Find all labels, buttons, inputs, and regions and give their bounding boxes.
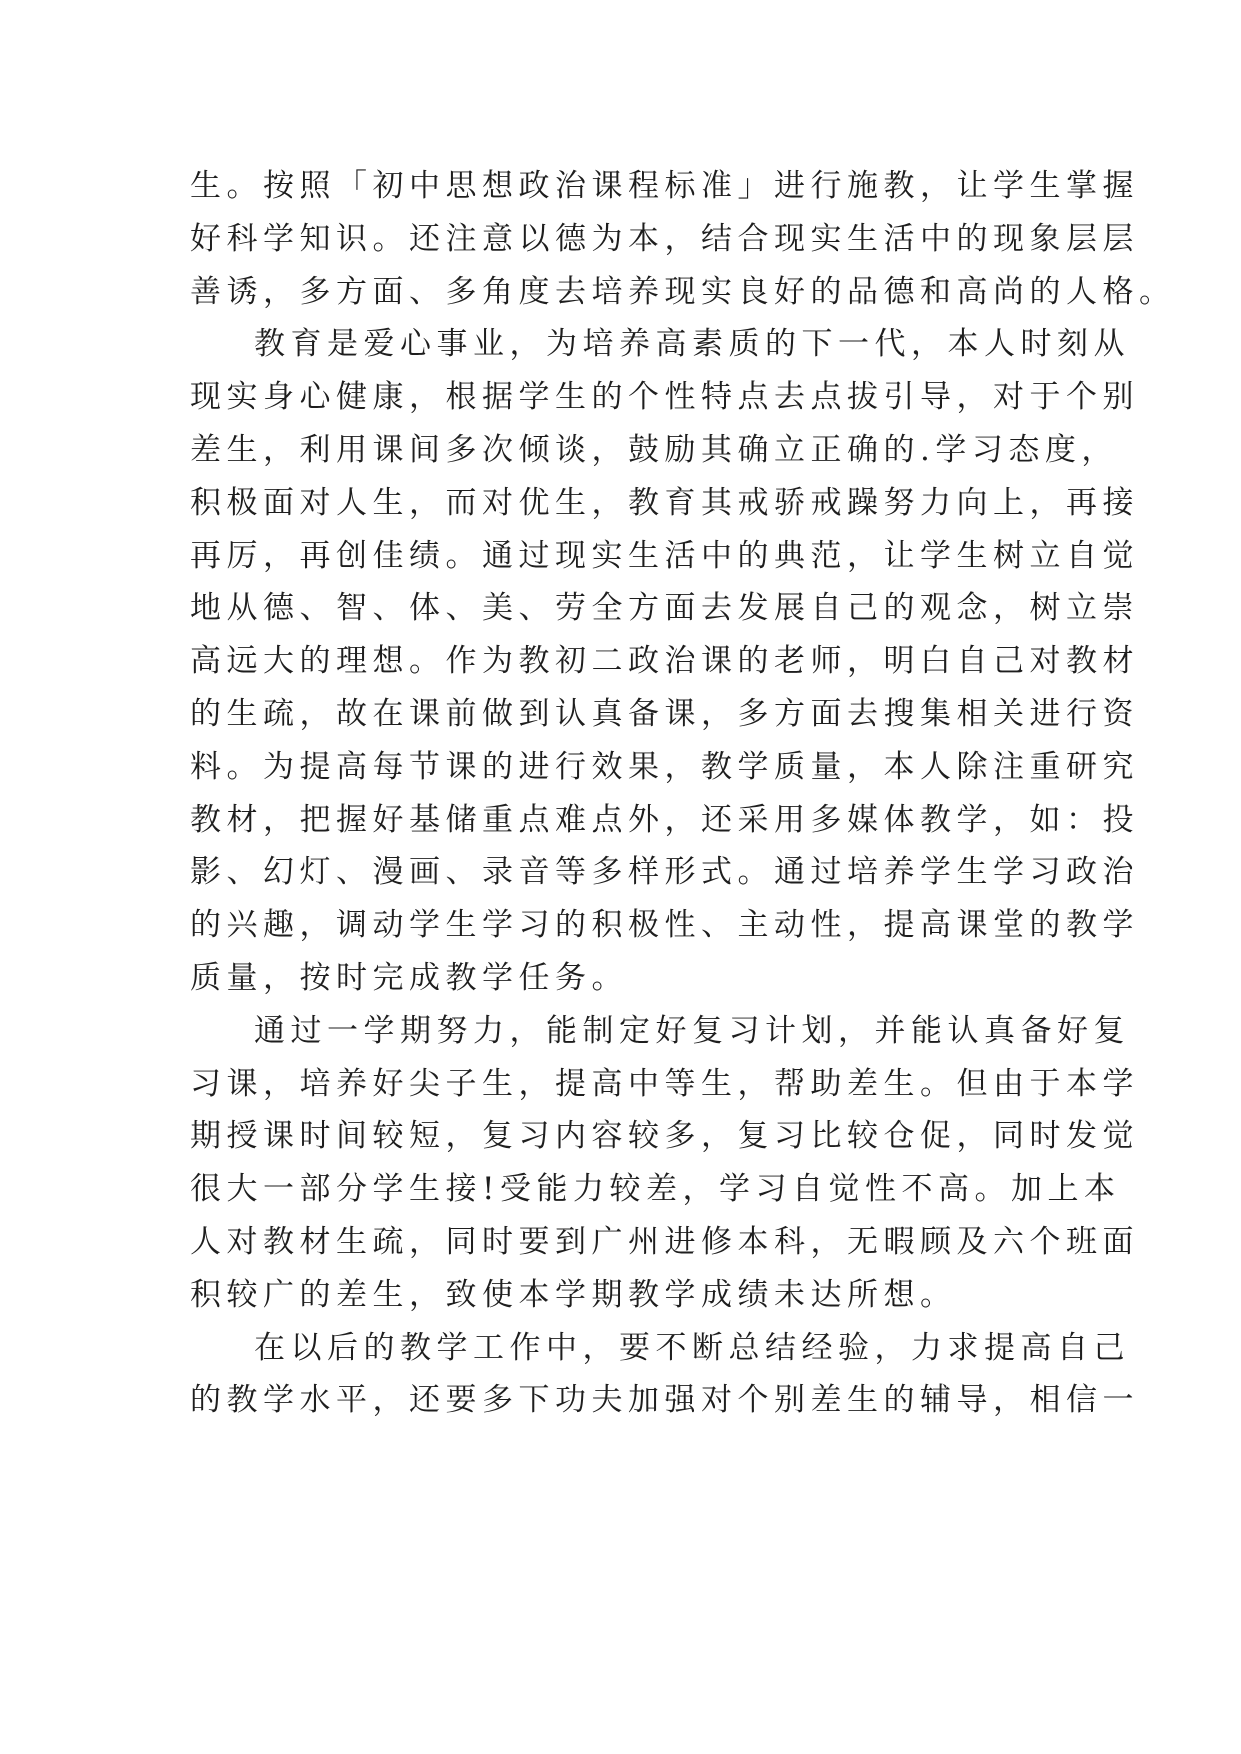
text-line: 影、幻灯、漫画、录音等多样形式。通过培养学生学习政治 <box>190 854 1139 891</box>
text-line: 差生，利用课间多次倾谈，鼓励其确立正确的.学习态度， <box>190 431 1118 468</box>
text-line: 地从德、智、体、美、劳全方面去发展自己的观念，树立崇 <box>190 590 1139 627</box>
text-line: 质量，按时完成教学任务。 <box>190 959 628 996</box>
text-line: 教材，把握好基储重点难点外，还采用多媒体教学，如：投 <box>190 801 1139 838</box>
text-line: 习课，培养好尖子生，提高中等生，帮助差生。但由于本学 <box>190 1065 1139 1102</box>
text-line: 生。按照「初中思想政治课程标准」进行施教，让学生掌握 <box>190 168 1139 204</box>
text-line: 料。为提高每节课的进行效果，教学质量，本人除注重研究 <box>190 748 1139 785</box>
paragraph-start-line: 通过一学期努力，能制定好复习计划，并能认真备好复 <box>254 1012 1130 1049</box>
text-line: 人对教材生疏，同时要到广州进修本科，无暇顾及六个班面 <box>190 1223 1139 1260</box>
text-line: 积极面对人生，而对优生，教育其戒骄戒躁努力向上，再接 <box>190 484 1139 521</box>
text-line: 的兴趣，调动学生学习的积极性、主动性，提高课堂的教学 <box>190 907 1139 944</box>
text-line: 再厉，再创佳绩。通过现实生活中的典范，让学生树立自觉 <box>190 537 1139 574</box>
text-line: 很大一部分学生接!受能力较差，学习自觉性不高。加上本 <box>190 1171 1121 1208</box>
text-line: 高远大的理想。作为教初二政治课的老师，明白自己对教材 <box>190 643 1139 680</box>
text-line: 现实身心健康，根据学生的个性特点去点拔引导，对于个别 <box>190 379 1139 416</box>
text-line: 的生疏，故在课前做到认真备课，多方面去搜集相关进行资 <box>190 695 1139 732</box>
paragraph-start-line: 教育是爱心事业，为培养高素质的下一代，本人时刻从 <box>254 326 1130 363</box>
text-line: 好科学知识。还注意以德为本，结合现实生活中的现象层层 <box>190 220 1139 257</box>
body-text <box>190 160 1176 1427</box>
text-line: 善诱，多方面、多角度去培养现实良好的品德和高尚的人格。 <box>190 273 1176 310</box>
paragraph-start-line: 在以后的教学工作中，要不断总结经验，力求提高自己 <box>254 1329 1130 1366</box>
text-line: 期授课时间较短，复习内容较多，复习比较仓促，同时发觉 <box>190 1118 1139 1155</box>
text-line: 的教学水平，还要多下功夫加强对个别差生的辅导，相信一 <box>190 1382 1139 1419</box>
text-line: 积较广的差生，致使本学期教学成绩未达所想。 <box>190 1276 957 1313</box>
